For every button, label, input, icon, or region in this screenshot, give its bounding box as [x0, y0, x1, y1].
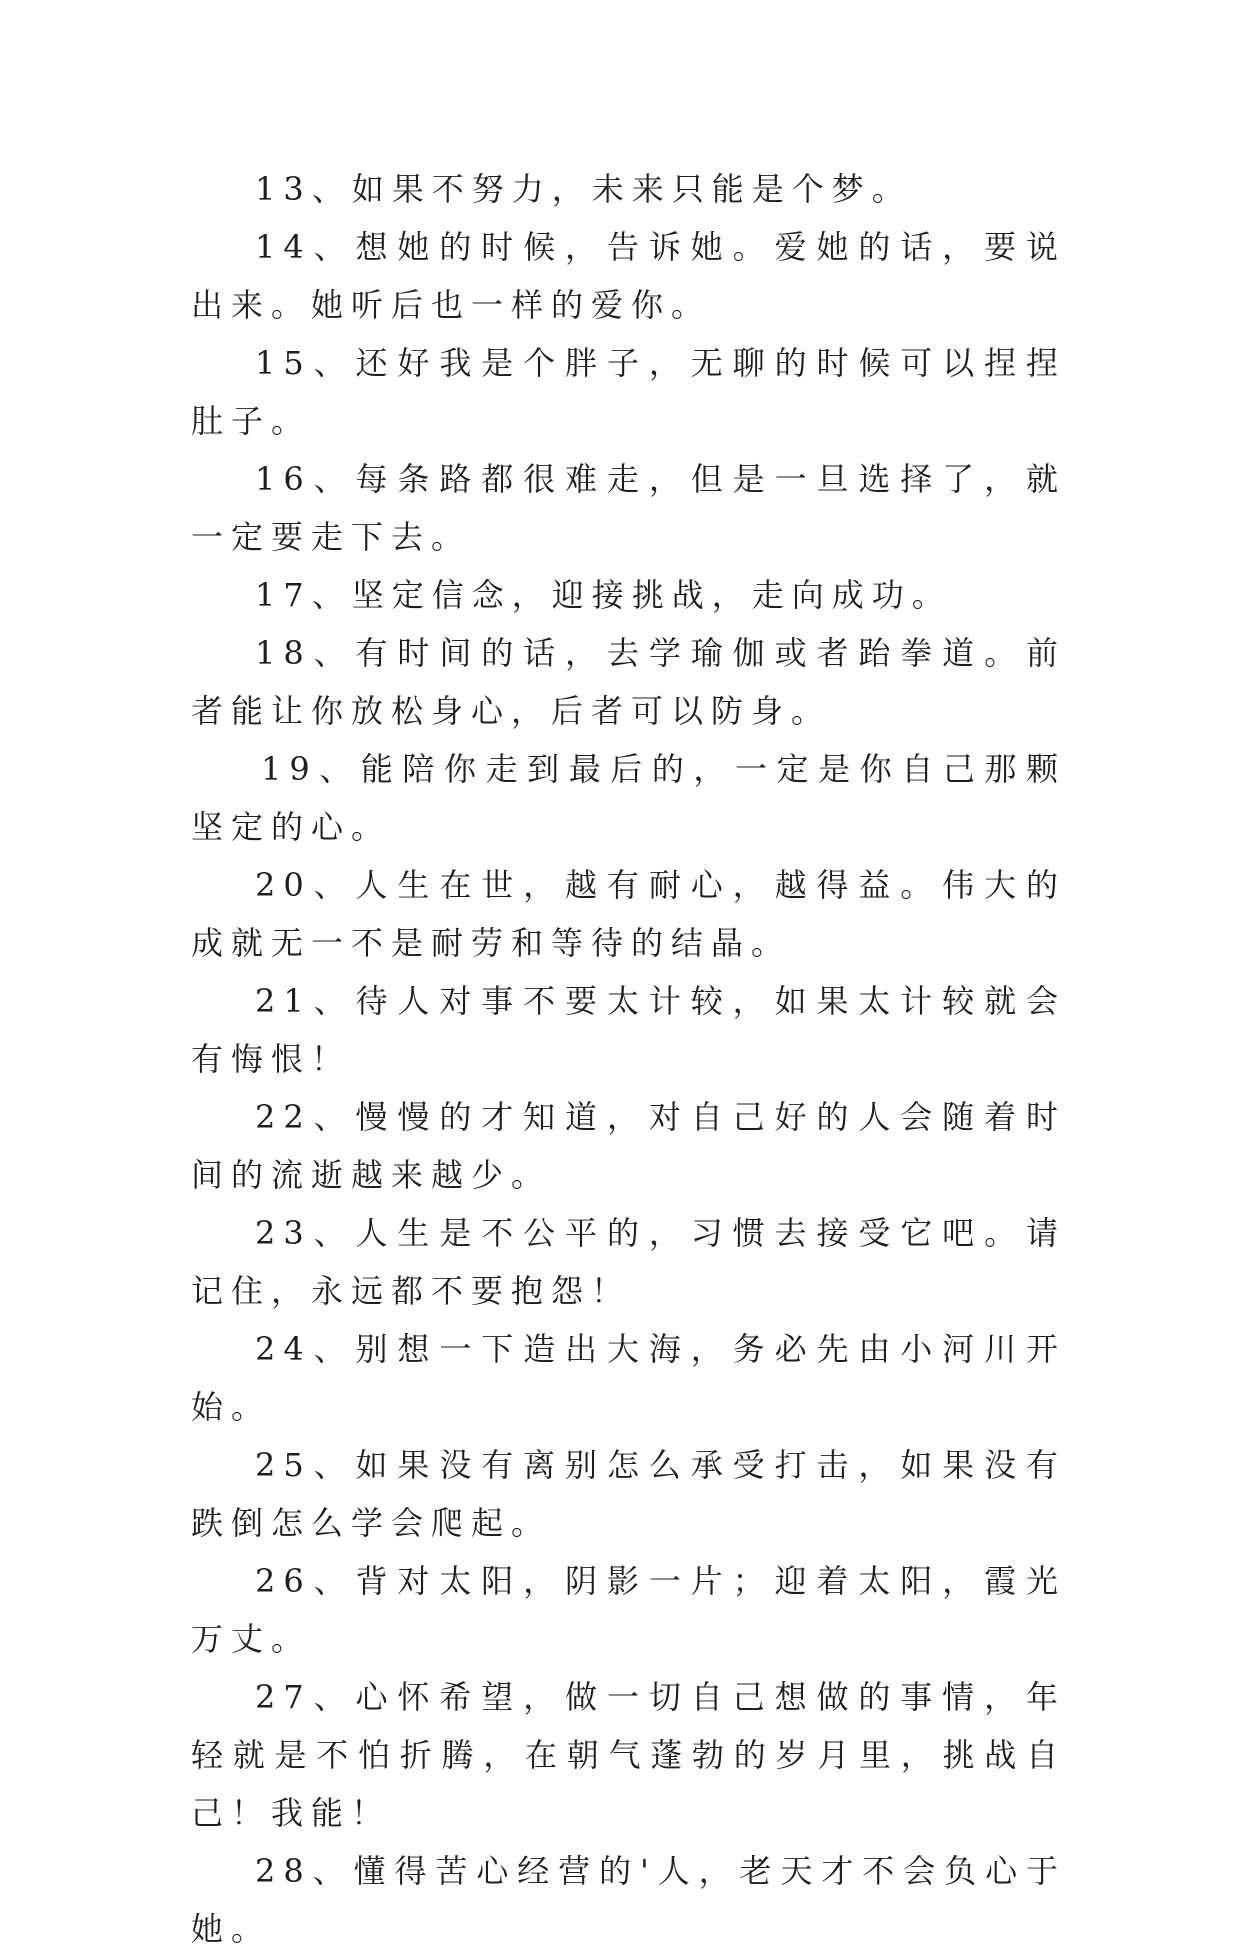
paragraph-18: 18、有时间的话，去学瑜伽或者跆拳道。前者能让你放松身心，后者可以防身。 — [191, 634, 1066, 730]
paragraph-13: 13、如果不努力，未来只能是个梦。 — [255, 170, 912, 208]
paragraph-26: 26、背对太阳，阴影一片；迎着太阳，霞光万丈。 — [191, 1562, 1066, 1658]
paragraph-16: 16、每条路都很难走，但是一旦选择了，就一定要走下去。 — [191, 460, 1066, 556]
paragraph-22: 22、慢慢的才知道，对自己好的人会随着时间的流逝越来越少。 — [191, 1098, 1066, 1194]
paragraph-24: 24、别想一下造出大海，务必先由小河川开始。 — [191, 1330, 1066, 1426]
paragraph-19: 19、能陪你走到最后的，一定是你自己那颗坚定的心。 — [191, 750, 1066, 846]
paragraph-21: 21、待人对事不要太计较，如果太计较就会有悔恨！ — [191, 982, 1066, 1078]
paragraph-17: 17、坚定信念，迎接挑战，走向成功。 — [255, 576, 952, 614]
paragraph-15: 15、还好我是个胖子，无聊的时候可以捏捏肚子。 — [191, 344, 1066, 440]
paragraph-28: 28、懂得苦心经营的'人，老天才不会负心于她。 — [191, 1852, 1066, 1948]
document-body — [191, 160, 1066, 1958]
paragraph-20: 20、人生在世，越有耐心，越得益。伟大的成就无一不是耐劳和等待的结晶。 — [191, 866, 1066, 962]
paragraph-23: 23、人生是不公平的，习惯去接受它吧。请记住，永远都不要抱怨！ — [191, 1214, 1066, 1310]
paragraph-27: 27、心怀希望，做一切自己想做的事情，年轻就是不怕折腾，在朝气蓬勃的岁月里，挑战自己！我能！ — [191, 1678, 1066, 1832]
paragraph-25: 25、如果没有离别怎么承受打击，如果没有跌倒怎么学会爬起。 — [191, 1446, 1066, 1542]
paragraph-14: 14、想她的时候，告诉她。爱她的话，要说出来。她听后也一样的爱你。 — [191, 228, 1066, 324]
